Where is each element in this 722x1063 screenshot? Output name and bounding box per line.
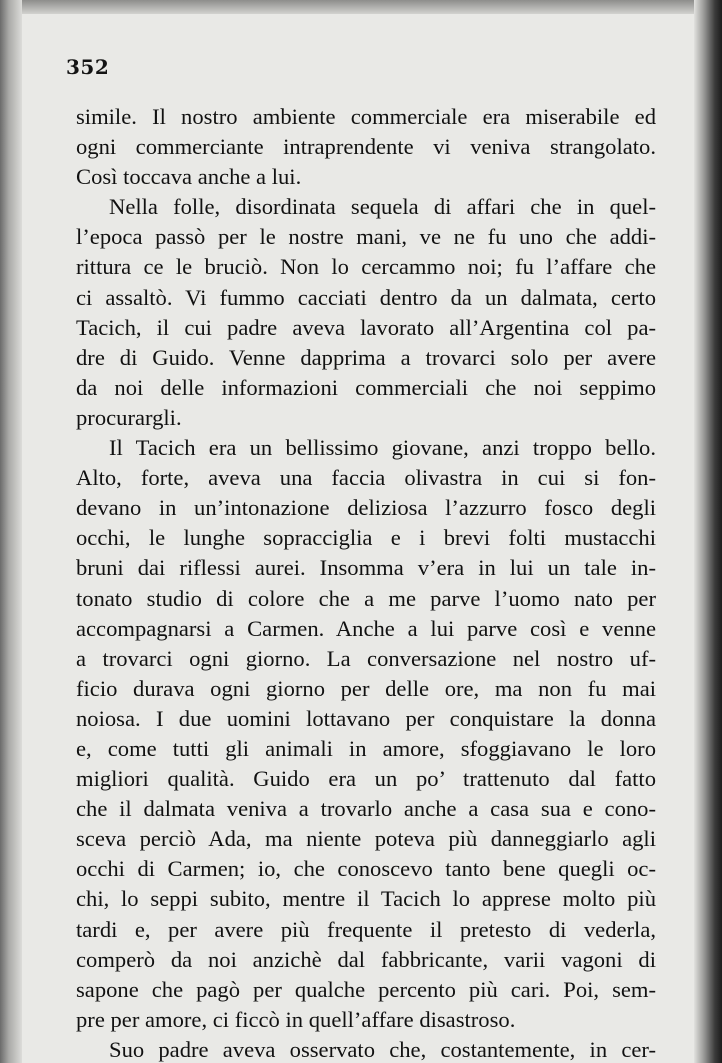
text-line: ogni commerciante intraprendente vi veniva strangolato. <box>76 134 656 160</box>
text-line: Suo padre aveva osservato che, costantemente, in cer- <box>109 1036 656 1062</box>
text-line: comperò da noi anzichè dal fabbricante, varii vagoni di <box>76 946 656 972</box>
text-line: Alto, forte, aveva una faccia olivastra in cui si fon- <box>76 465 656 491</box>
page-number: 352 <box>66 55 110 79</box>
text-line: e, come tutti gli animali in amore, sfoggiavano le loro <box>76 735 656 761</box>
text-line: ficio durava ogni giorno per delle ore, ma non fu mai <box>76 675 656 701</box>
page-right-edge <box>694 0 722 1063</box>
text-line: ci assaltò. Vi fummo cacciati dentro da un dalmata, certo <box>76 284 656 310</box>
text-line: bruni dai riflessi aurei. Insomma v’era in lui un tale in- <box>76 555 656 581</box>
text-line: noiosa. I due uomini lottavano per conquistare la donna <box>76 705 656 731</box>
text-line: sceva perciò Ada, ma niente poteva più danneggiarlo agli <box>76 826 656 852</box>
text-line: migliori qualità. Guido era un po’ trattenuto dal fatto <box>76 766 656 792</box>
text-line: rittura ce le bruciò. Non lo cercammo noi; fu l’affare che <box>76 254 656 280</box>
text-line: Tacich, il cui padre aveva lavorato all’Argentina col pa- <box>76 314 656 340</box>
text-line: Nella folle, disordinata sequela di affari che in quel- <box>109 194 656 220</box>
text-line: a trovarci ogni giorno. La conversazione nel nostro uf- <box>76 645 656 671</box>
text-line: che il dalmata veniva a trovarlo anche a casa sua e cono- <box>76 796 656 822</box>
text-line: chi, lo seppi subito, mentre il Tacich lo apprese molto più <box>76 886 656 912</box>
binding-shadow <box>0 0 22 1063</box>
text-line: da noi delle informazioni commerciali che noi seppimo <box>76 374 656 400</box>
text-line: accompagnarsi a Carmen. Anche a lui parve così e venne <box>76 615 656 641</box>
text-line: dre di Guido. Venne dapprima a trovarci solo per avere <box>76 344 656 370</box>
text-line: simile. Il nostro ambiente commerciale era miserabile ed <box>76 104 656 129</box>
text-line: devano in un’intonazione deliziosa l’azzurro fosco degli <box>76 495 656 521</box>
text-line: sapone che pagò per qualche percento più cari. Poi, sem- <box>76 976 656 1002</box>
text-line: tardi e, per avere più frequente il pretesto di vederla, <box>76 916 656 942</box>
text-line: Il Tacich era un bellissimo giovane, anzi troppo bello. <box>109 435 656 461</box>
page-top-edge <box>0 0 722 14</box>
body-text <box>76 102 656 1063</box>
text-line: l’epoca passò per le nostre mani, ve ne fu uno che addi- <box>76 224 656 250</box>
text-line: occhi di Carmen; io, che conoscevo tanto bene quegli oc- <box>76 856 656 882</box>
text-line: pre per amore, ci ficcò in quell’affare disastroso. <box>76 1006 516 1032</box>
text-line: procurargli. <box>76 404 182 430</box>
text-line: tonato studio di colore che a me parve l’uomo nato per <box>76 585 656 611</box>
text-line: Così toccava anche a lui. <box>76 164 302 190</box>
text-line: occhi, le lunghe sopracciglia e i brevi folti mustacchi <box>76 525 656 551</box>
